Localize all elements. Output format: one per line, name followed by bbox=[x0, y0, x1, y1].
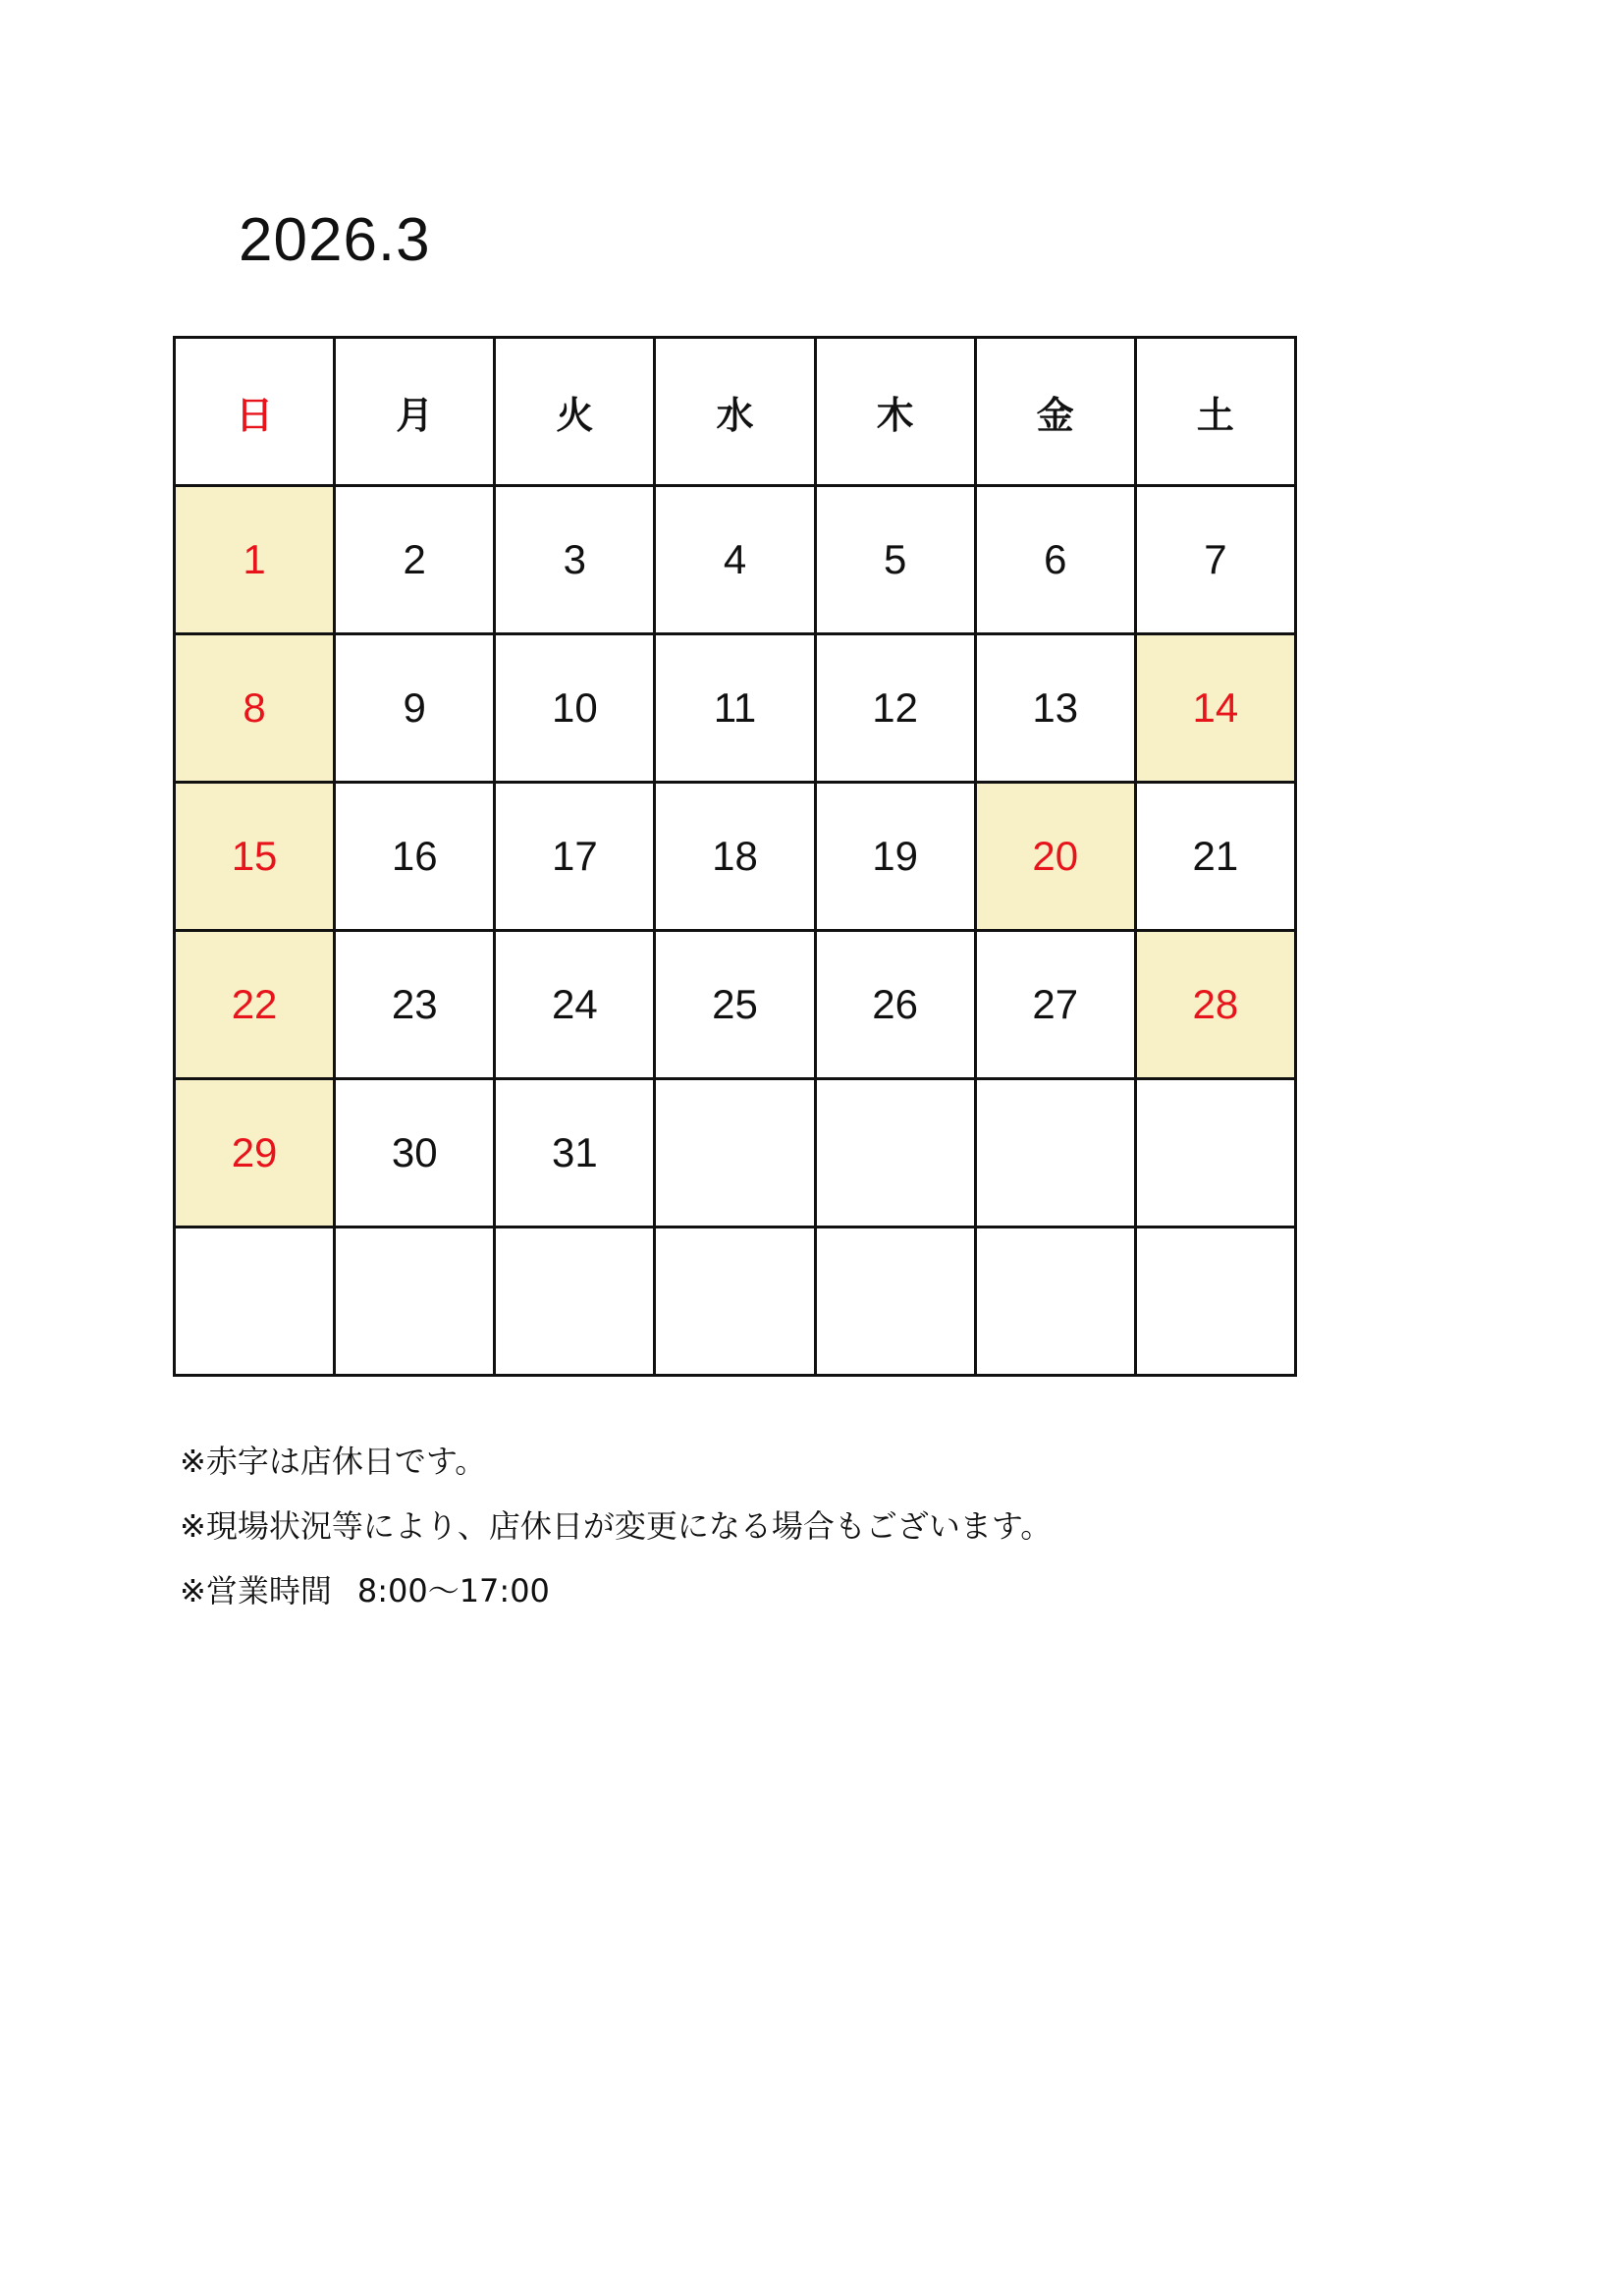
day-cell-9: 9 bbox=[336, 635, 496, 784]
weekday-header-5: 金 bbox=[977, 339, 1137, 487]
day-cell-12: 12 bbox=[817, 635, 977, 784]
day-cell-13: 13 bbox=[977, 635, 1137, 784]
day-cell-3: 3 bbox=[496, 487, 656, 635]
empty-cell bbox=[1137, 1228, 1297, 1377]
day-cell-5: 5 bbox=[817, 487, 977, 635]
day-cell-6: 6 bbox=[977, 487, 1137, 635]
day-cell-14: 14 bbox=[1137, 635, 1297, 784]
day-cell-8: 8 bbox=[176, 635, 336, 784]
day-cell-22: 22 bbox=[176, 932, 336, 1080]
calendar-grid bbox=[173, 336, 1297, 1377]
day-cell-16: 16 bbox=[336, 784, 496, 932]
weekday-header-1: 月 bbox=[336, 339, 496, 487]
day-cell-7: 7 bbox=[1137, 487, 1297, 635]
schedule-change-note: ※現場状況等により、店休日が変更になる場合もございます。 bbox=[180, 1507, 1053, 1545]
day-cell-26: 26 bbox=[817, 932, 977, 1080]
day-cell-18: 18 bbox=[656, 784, 816, 932]
page-title: 2026.3 bbox=[239, 206, 431, 274]
business-hours-note bbox=[180, 1558, 1052, 1623]
day-cell-21: 21 bbox=[1137, 784, 1297, 932]
empty-cell bbox=[656, 1080, 816, 1228]
weekday-header-3: 水 bbox=[656, 339, 816, 487]
empty-cell bbox=[176, 1228, 336, 1377]
day-cell-19: 19 bbox=[817, 784, 977, 932]
day-cell-29: 29 bbox=[176, 1080, 336, 1228]
day-cell-31: 31 bbox=[496, 1080, 656, 1228]
day-cell-24: 24 bbox=[496, 932, 656, 1080]
day-cell-2: 2 bbox=[336, 487, 496, 635]
empty-cell bbox=[817, 1080, 977, 1228]
business-hours-label: ※営業時間 bbox=[180, 1572, 332, 1609]
closed-day-note: ※赤字は店休日です。 bbox=[180, 1443, 487, 1480]
business-hours-value: 8:00〜17:00 bbox=[356, 1572, 550, 1609]
empty-cell bbox=[656, 1228, 816, 1377]
day-cell-1: 1 bbox=[176, 487, 336, 635]
empty-cell bbox=[817, 1228, 977, 1377]
empty-cell bbox=[336, 1228, 496, 1377]
day-cell-27: 27 bbox=[977, 932, 1137, 1080]
empty-cell bbox=[1137, 1080, 1297, 1228]
day-cell-4: 4 bbox=[656, 487, 816, 635]
weekday-header-0: 日 bbox=[176, 339, 336, 487]
day-cell-11: 11 bbox=[656, 635, 816, 784]
day-cell-28: 28 bbox=[1137, 932, 1297, 1080]
day-cell-15: 15 bbox=[176, 784, 336, 932]
weekday-header-4: 木 bbox=[817, 339, 977, 487]
empty-cell bbox=[496, 1228, 656, 1377]
day-cell-17: 17 bbox=[496, 784, 656, 932]
notes bbox=[180, 1429, 1052, 1623]
day-cell-10: 10 bbox=[496, 635, 656, 784]
weekday-header-6: 土 bbox=[1137, 339, 1297, 487]
day-cell-20: 20 bbox=[977, 784, 1137, 932]
empty-cell bbox=[977, 1080, 1137, 1228]
weekday-header-2: 火 bbox=[496, 339, 656, 487]
day-cell-25: 25 bbox=[656, 932, 816, 1080]
day-cell-23: 23 bbox=[336, 932, 496, 1080]
empty-cell bbox=[977, 1228, 1137, 1377]
day-cell-30: 30 bbox=[336, 1080, 496, 1228]
